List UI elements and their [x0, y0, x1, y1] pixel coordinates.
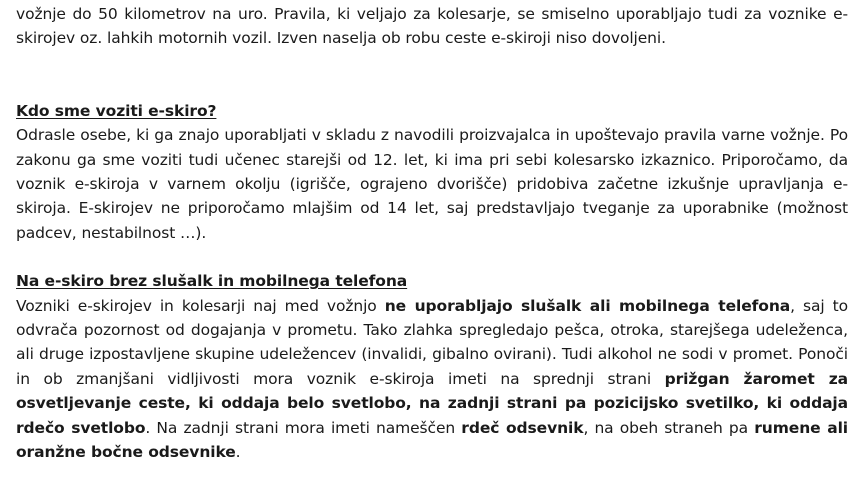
section-paragraph-who-can-ride: Odrasle osebe, ki ga znajo uporabljati v skladu z navodili proizvajalca in upoštevajo pravila varne vožnje. Po zakonu ga sme voziti tudi učenec starejši od 12. let, ki ima pri sebi kolesarsko izkaznico. Priporočamo, da voznik e-skiroja v varnem okolju (igrišče, ograjeno dvorišče) pridobiva začetne izkušnje upravljanja e-skiroja. E-skirojev ne priporočamo mlajšim od 14 let, saj predstavljajo tveganje za uporabnike (možnost padcev, nestabilnost …).: [16, 126, 848, 242]
section-paragraph-no-headphones: [16, 294, 848, 465]
bold-phrase-side-reflectors: rumene ali oranžne bočne odsevnike: [16, 418, 848, 462]
section-heading-who-can-ride: Kdo sme voziti e-skiro?: [16, 101, 217, 120]
document-page: [16, 2, 848, 465]
bold-phrase-red-reflector: rdeč odsevnik: [461, 418, 584, 437]
paragraph-text: . Na zadnji strani mora imeti nameščen: [145, 418, 462, 437]
spacer: [16, 245, 848, 269]
spacer: [16, 51, 848, 99]
paragraph-text: , na obeh straneh pa: [583, 418, 755, 437]
bold-phrase-lights: prižgan žaromet za osvetljevanje ceste, ki oddaja belo svetlobo, na zadnji strani pa pozicijsko svetilko, ki oddaja rdečo svetlobo: [16, 369, 848, 437]
bold-phrase-no-headphones: ne uporabljajo slušalk ali mobilnega telefona: [384, 296, 791, 315]
intro-paragraph: vožnje do 50 kilometrov na uro. Pravila, ki veljajo za kolesarje, se smiselno uporabljajo tudi za voznike e-skirojev oz. lahkih motornih vozil. Izven naselja ob robu ceste e-skiroji niso dovoljeni.: [16, 5, 848, 48]
paragraph-text: , saj to odvrača pozornost od dogajanja v prometu. Tako zlahka spregledajo pešca, otroka, starejšega udeleženca, ali druge izpostavljene skupine udeležencev (invalidi, gibalno ovirani). Tudi alkohol ne sodi v promet. Ponoči in ob zmanjšani vidljivosti mora voznik e-skiroja imeti na sprednji strani: [16, 296, 849, 388]
paragraph-text: .: [235, 443, 241, 462]
section-heading-no-headphones: Na e-skiro brez slušalk in mobilnega telefona: [16, 272, 408, 291]
paragraph-text: Vozniki e-skirojev in kolesarji naj med vožnjo: [16, 296, 385, 315]
